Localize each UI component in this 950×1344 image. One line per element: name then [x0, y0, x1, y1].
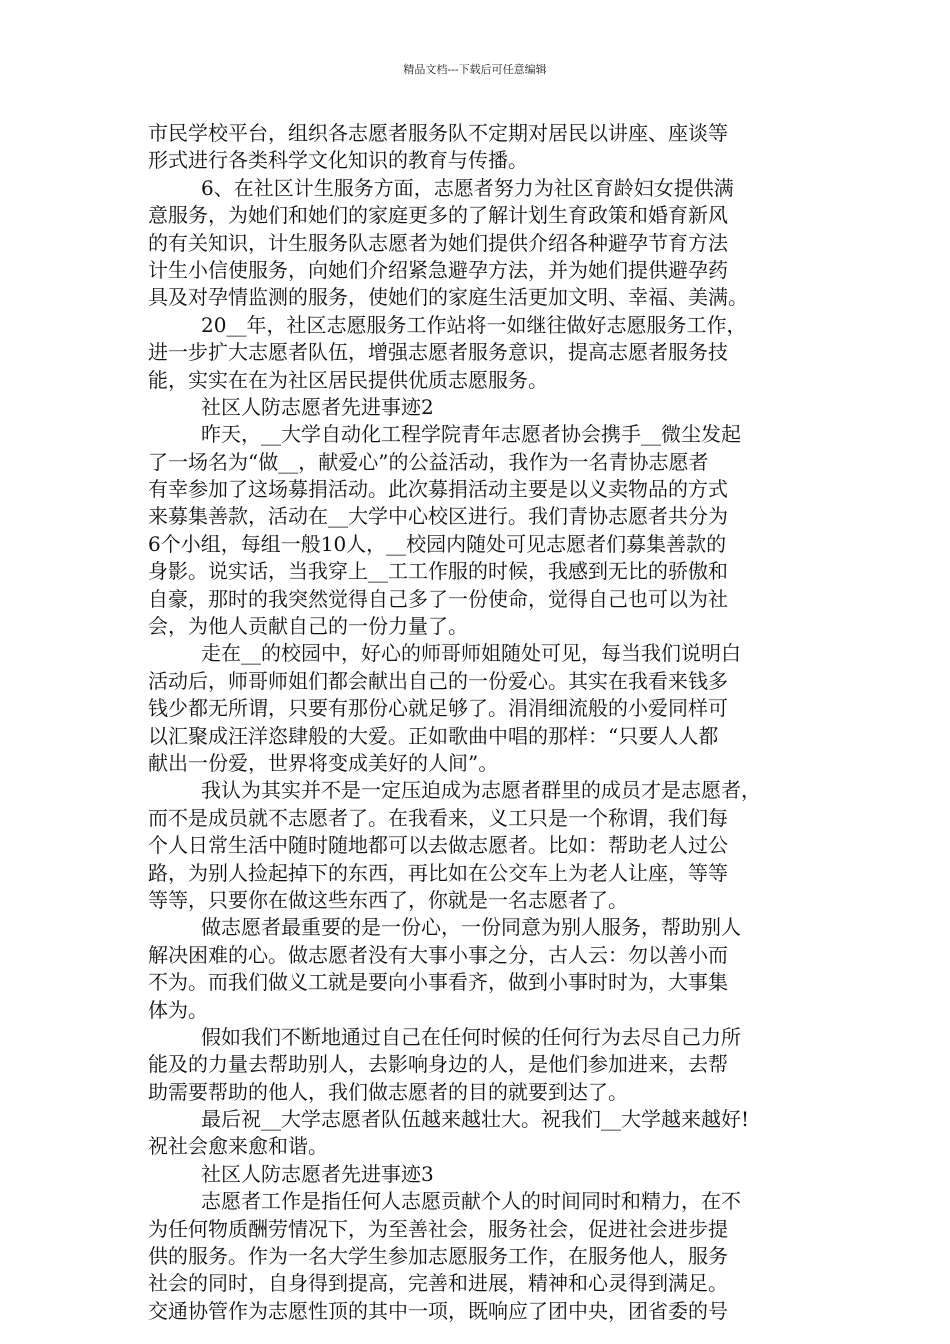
text-line: 6、在社区计生服务方面，志愿者努力为社区育龄妇女提供满 [201, 175, 734, 200]
text-line: 个人日常生活中随时随地都可以去做志愿者。比如：帮助老人过公 [148, 833, 728, 858]
text-line: 的有关知识，计生服务队志愿者为她们提供介绍各种避孕节育方法 [148, 230, 728, 255]
text-line: 来募集善款，活动在__大学中心校区进行。我们青协志愿者共分为 [148, 504, 728, 529]
page-header: 精品文档---下载后可任意编辑 [403, 63, 547, 76]
text-line: 6个小组，每组一般10人，__校园内随处可见志愿者们募集善款的 [148, 531, 727, 556]
text-line: 计生小信使服务，向她们介绍紧急避孕方法，并为她们提供避孕药 [148, 257, 728, 282]
text-line: 能，实实在在为社区居民提供优质志愿服务。 [148, 367, 548, 392]
document-body [148, 120, 820, 1325]
text-line: 社区人防志愿者先进事迹2 [201, 394, 434, 419]
text-line: 走在__的校园中，好心的师哥师姐随处可见，每当我们说明白 [201, 641, 741, 666]
text-line: 最后祝__大学志愿者队伍越来越壮大。祝我们__大学越来越好! [201, 1107, 750, 1132]
text-line: 志愿者工作是指任何人志愿贡献个人的时间同时和精力，在不 [201, 1189, 741, 1214]
text-line: 等等，只要你在做这些东西了，你就是一名志愿者了。 [148, 887, 628, 912]
text-line: 社会的同时，自身得到提高，完善和进展，精神和心灵得到满足。 [148, 1271, 728, 1296]
text-line: 有幸参加了这场募捐活动。此次募捐活动主要是以义卖物品的方式 [148, 477, 728, 502]
text-line: 能及的力量去帮助别人，去影响身边的人，是他们参加进来，去帮 [148, 1052, 728, 1077]
text-line: 而不是成员就不志愿者了。在我看来，义工只是一个称谓，我们每 [148, 805, 728, 830]
text-line: 体为。 [148, 997, 208, 1022]
text-line: 市民学校平台，组织各志愿者服务队不定期对居民以讲座、座谈等 [148, 121, 728, 145]
text-line: 祝社会愈来愈和谐。 [148, 1134, 328, 1159]
text-line: 20__年，社区志愿服务工作站将一如继往做好志愿服务工作， [201, 312, 747, 337]
text-line: 形式进行各类科学文化知识的教育与传播。 [148, 148, 528, 173]
text-line: 以汇聚成汪洋恣肆般的大爱。正如歌曲中唱的那样：“只要人人都 [148, 723, 719, 748]
text-line: 钱少都无所谓，只要有那份心就足够了。涓涓细流般的小爱同样可 [148, 696, 728, 721]
text-line: 路，为别人捡起掉下的东西，再比如在公交车上为老人让座，等等 [148, 860, 728, 885]
text-line: 具及对孕情监测的服务，使她们的家庭生活更加文明、幸福、美满。 [148, 285, 748, 310]
text-line: 供的服务。作为一名大学生参加志愿服务工作，在服务他人，服务 [148, 1244, 728, 1269]
text-line: 身影。说实话，当我穿上__工工作服的时候，我感到无比的骄傲和 [148, 559, 728, 584]
text-line: 为任何物质酬劳情况下，为至善社会，服务社会，促进社会进步提 [148, 1216, 728, 1241]
text-line: 进一步扩大志愿者队伍，增强志愿者服务意识，提高志愿者服务技 [148, 340, 728, 365]
text-line: 做志愿者最重要的是一份心，一份同意为别人服务，帮助别人 [201, 915, 741, 940]
text-line: 献出一份爱，世界将变成美好的人间”。 [148, 750, 499, 775]
text-line: 交通协管作为志愿性顶的其中一项，既响应了团中央，团省委的号 [148, 1298, 728, 1323]
text-line: 不为。而我们做义工就是要向小事看齐，做到小事时时为，大事集 [148, 970, 728, 995]
text-line: 我认为其实并不是一定压迫成为志愿者群里的成员才是志愿者， [201, 778, 761, 803]
text-line: 助需要帮助的他人，我们做志愿者的目的就要到达了。 [148, 1079, 628, 1104]
text-line: 意服务，为她们和她们的家庭更多的了解计划生育政策和婚育新风 [148, 203, 728, 228]
text-line: 活动后，师哥师姐们都会献出自己的一份爱心。其实在我看来钱多 [148, 668, 728, 693]
text-line: 解决困难的心。做志愿者没有大事小事之分，古人云：勿以善小而 [148, 942, 728, 967]
text-line: 会，为他人贡献自己的一份力量了。 [148, 614, 468, 639]
text-line: 假如我们不断地通过自己在任何时候的任何行为去尽自己力所 [201, 1024, 741, 1049]
text-line: 了一场名为“做__，献爱心”的公益活动，我作为一名青协志愿者 [148, 449, 709, 474]
text-line: 社区人防志愿者先进事迹3 [201, 1161, 434, 1186]
text-line: 昨天，__大学自动化工程学院青年志愿者协会携手__微尘发起 [201, 422, 741, 447]
text-line: 自豪，那时的我突然觉得自己多了一份使命，觉得自己也可以为社 [148, 586, 728, 611]
